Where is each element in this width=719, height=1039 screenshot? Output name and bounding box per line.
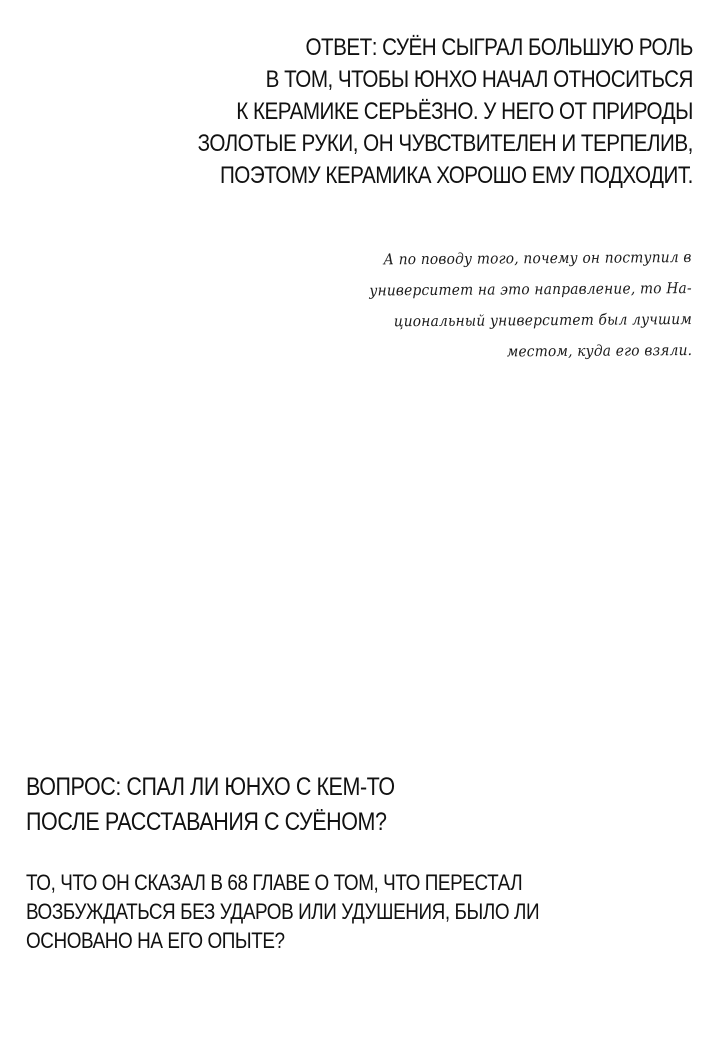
subquestion-block bbox=[26, 868, 539, 955]
note-line: местом, куда его взяли. bbox=[506, 340, 692, 361]
note-line: циональный университет был лучшим bbox=[393, 309, 692, 331]
subquestion-line: ОСНОВАНО НА ЕГО ОПЫТЕ? bbox=[26, 928, 285, 953]
note-line: университет на это направление, то На- bbox=[368, 278, 692, 300]
handwritten-note bbox=[369, 242, 692, 368]
subquestion-line: ТО, ЧТО ОН СКАЗАЛ В 68 ГЛАВЕ О ТОМ, ЧТО ПЕРЕСТАЛ bbox=[26, 870, 523, 895]
answer-line: К КЕРАМИКЕ СЕРЬЁЗНО. У НЕГО ОТ ПРИРОДЫ bbox=[236, 98, 693, 125]
answer-line: ОТВЕТ: СУЁН СЫГРАЛ БОЛЬШУЮ РОЛЬ bbox=[305, 34, 693, 61]
question-block bbox=[26, 770, 395, 840]
answer-block bbox=[198, 32, 693, 192]
answer-line: ЗОЛОТЫЕ РУКИ, ОН ЧУВСТВИТЕЛЕН И ТЕРПЕЛИВ, bbox=[197, 130, 693, 157]
answer-line: В ТОМ, ЧТОБЫ ЮНХО НАЧАЛ ОТНОСИТЬСЯ bbox=[265, 66, 693, 93]
answer-line: ПОЭТОМУ КЕРАМИКА ХОРОШО ЕМУ ПОДХОДИТ. bbox=[220, 162, 693, 189]
question-line: ПОСЛЕ РАССТАВАНИЯ С СУЁНОМ? bbox=[26, 808, 387, 836]
subquestion-line: ВОЗБУЖДАТЬСЯ БЕЗ УДАРОВ ИЛИ УДУШЕНИЯ, БЫЛО ЛИ bbox=[26, 899, 540, 924]
question-line: ВОПРОС: СПАЛ ЛИ ЮНХО С КЕМ-ТО bbox=[26, 773, 395, 801]
note-line: А по поводу того, почему он поступил в bbox=[382, 247, 692, 269]
